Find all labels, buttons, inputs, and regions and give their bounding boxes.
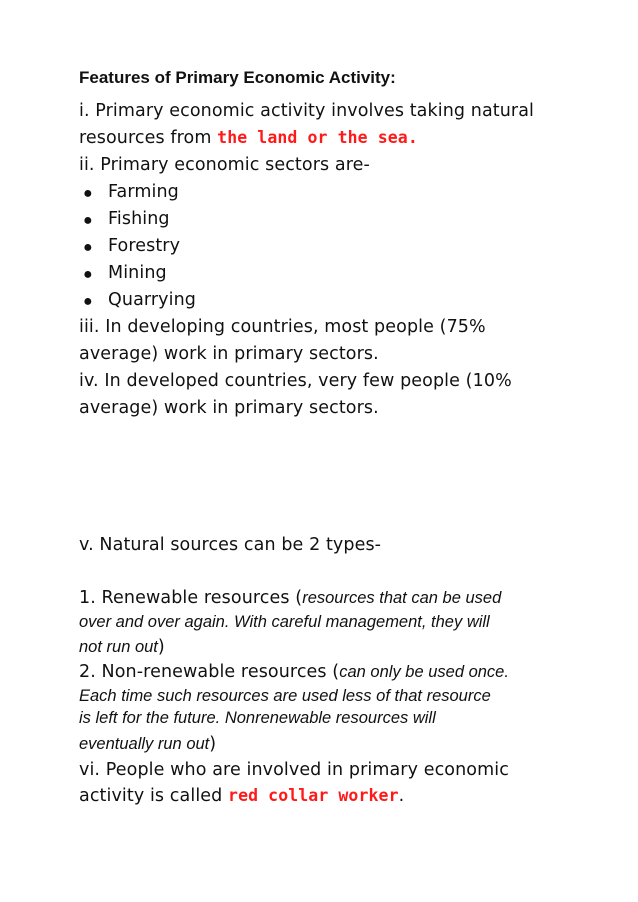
point-iii-line1: iii. In developing countries, most people (75% [79, 317, 486, 337]
point-vi-line2-end: . [398, 786, 405, 806]
sector-item: Forestry [108, 236, 181, 256]
nonrenewable-suffix: ) [209, 734, 217, 754]
sector-item: Fishing [108, 209, 170, 229]
renewable-desc1: resources that can be used [302, 589, 502, 607]
renewable-desc2: over and over again. With careful management, they will [79, 613, 490, 631]
point-vi-line2-text: activity is called [79, 786, 229, 806]
point-ii-intro: ii. Primary economic sectors are- [79, 155, 370, 175]
point-i-line2 [79, 128, 418, 148]
red-collar-worker-highlight: red collar worker [228, 786, 399, 805]
nonrenewable-label: 2. Non-renewable resources ( [79, 662, 340, 682]
point-iv-line2: average) work in primary sectors. [79, 398, 379, 418]
nonrenewable-desc3: is left for the future. Nonrenewable resources will [79, 709, 436, 727]
point-vi-line2 [79, 786, 404, 806]
point-i-line1: i. Primary economic activity involves taking natural [79, 101, 535, 121]
bullet-icon: ● [83, 266, 93, 283]
renewable-line3 [79, 637, 165, 657]
bullet-icon: ● [83, 239, 93, 256]
document-heading: Features of Primary Economic Activity: [79, 68, 396, 87]
point-i-line2-text: resources from [79, 128, 218, 148]
bullet-icon: ● [83, 293, 93, 310]
renewable-label: 1. Renewable resources ( [79, 588, 303, 608]
renewable-line1 [79, 588, 501, 608]
nonrenewable-line4 [79, 734, 216, 754]
sector-item: Mining [108, 263, 167, 283]
renewable-desc3: not run out [79, 638, 158, 656]
nonrenewable-desc1: can only be used once. [339, 663, 509, 681]
point-iv-line1: iv. In developed countries, very few people (10% [79, 371, 512, 391]
bullet-icon: ● [83, 212, 93, 229]
point-v-intro: v. Natural sources can be 2 types- [79, 535, 382, 555]
nonrenewable-desc4: eventually run out [79, 735, 210, 753]
renewable-suffix: ) [157, 637, 165, 657]
point-vi-line1: vi. People who are involved in primary economic [79, 760, 509, 780]
land-or-sea-highlight: the land or the sea. [217, 128, 418, 147]
sector-item: Quarrying [108, 290, 196, 310]
bullet-icon: ● [83, 185, 93, 202]
nonrenewable-desc2: Each time such resources are used less of that resource [79, 687, 491, 705]
point-iii-line2: average) work in primary sectors. [79, 344, 379, 364]
sector-item: Farming [108, 182, 179, 202]
nonrenewable-line1 [79, 662, 509, 682]
